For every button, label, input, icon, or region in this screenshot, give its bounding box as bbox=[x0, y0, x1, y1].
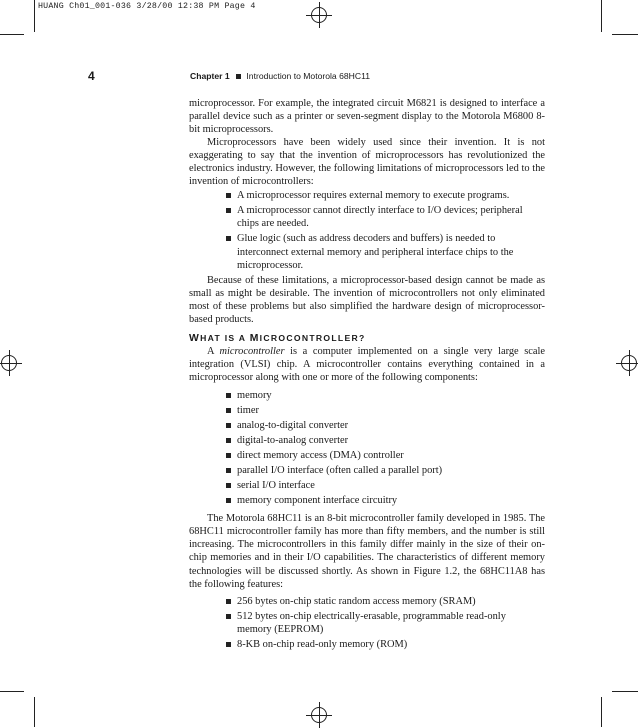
registration-mark-top bbox=[306, 2, 332, 28]
paragraph-3: Because of these limitations, a microprocessor-based design cannot be made as small as might be desirable. The invention of microcontrollers not only eliminated most of these problems but also simplified the hardware design of microprocessor-based products. bbox=[189, 274, 545, 325]
list-item: Glue logic (such as address decoders and buffers) is needed to interconnect external memory and peripheral interface chips to the microprocessor. bbox=[237, 232, 545, 271]
paragraph-4-rest: is a computer implemented on a single very large scale integration (VLSI) chip. A microcontroller contains everything contained in a microprocessor along with one or more of the following components: bbox=[189, 345, 545, 383]
crop-mark-top-right-vertical bbox=[601, 0, 602, 32]
list-item: 256 bytes on-chip static random access memory (SRAM) bbox=[237, 595, 545, 608]
running-head bbox=[190, 71, 370, 81]
list-item: A microprocessor requires external memory to execute programs. bbox=[237, 189, 545, 202]
components-list bbox=[189, 389, 545, 507]
paragraph-1: microprocessor. For example, the integrated circuit M6821 is designed to interface a parallel device such as a printer or seven-segment display to the Motorola M6800 8-bit microprocessors. bbox=[189, 98, 545, 136]
crop-mark-bottom-left-vertical bbox=[34, 697, 35, 727]
registration-mark-right bbox=[616, 350, 638, 376]
list-item: analog-to-digital converter bbox=[237, 419, 545, 432]
paragraph-5: The Motorola 68HC11 is an 8-bit microcontroller family developed in 1985. The 68HC11 microcontroller family has more than fifty members, and the number is still increasing. The microcontrollers in this family differ mainly in the size of their on-chip memories and in their I/O capabilities. The characteristics of different memory technologies will be discussed shortly. As shown in Figure 1.2, the 68HC11A8 has the following features: bbox=[189, 513, 545, 590]
list-item: memory bbox=[237, 389, 545, 402]
registration-mark-left bbox=[0, 350, 22, 376]
running-head-title: Introduction to Motorola 68HC11 bbox=[246, 71, 370, 81]
crop-mark-top-right-horizontal bbox=[612, 34, 638, 35]
running-head-chapter: Chapter 1 bbox=[190, 71, 230, 81]
paragraph-4-lead: A bbox=[207, 345, 220, 357]
paragraph-2: Microprocessors have been widely used since their invention. It is not exaggerating to say that the invention of microprocessors has revolutionized the electronics industry. However, the following limitations of microprocessors led to the invention of microcontrollers: bbox=[189, 137, 545, 188]
list-item: 512 bytes on-chip electrically-erasable, programmable read-only memory (EEPROM) bbox=[237, 610, 545, 636]
page-number: 4 bbox=[88, 69, 95, 83]
limitations-list bbox=[189, 189, 545, 271]
registration-mark-bottom bbox=[306, 702, 332, 728]
defined-term: microcontroller bbox=[219, 345, 285, 357]
crop-mark-bottom-right-vertical bbox=[601, 697, 602, 727]
heading-initial: M bbox=[249, 332, 260, 344]
list-item: direct memory access (DMA) controller bbox=[237, 449, 545, 462]
list-item: memory component interface circuitry bbox=[237, 494, 545, 507]
list-item: timer bbox=[237, 404, 545, 417]
features-list bbox=[189, 595, 545, 651]
running-head-separator bbox=[236, 74, 241, 79]
heading-part: ICROCONTROLLER? bbox=[259, 332, 366, 343]
list-item: 8-KB on-chip read-only memory (ROM) bbox=[237, 638, 545, 651]
crop-mark-bottom-right-horizontal bbox=[612, 691, 638, 692]
list-item: parallel I/O interface (often called a parallel port) bbox=[237, 464, 545, 477]
section-heading bbox=[189, 332, 545, 345]
list-item: digital-to-analog converter bbox=[237, 434, 545, 447]
heading-part: HAT IS A bbox=[200, 332, 250, 343]
crop-mark-top-left-horizontal bbox=[0, 34, 24, 35]
paragraph-4 bbox=[189, 345, 545, 384]
list-item: serial I/O interface bbox=[237, 479, 545, 492]
page-body bbox=[189, 97, 545, 653]
crop-mark-bottom-left-horizontal bbox=[0, 691, 24, 692]
heading-initial: W bbox=[189, 332, 201, 344]
list-item: A microprocessor cannot directly interface to I/O devices; peripheral chips are needed. bbox=[237, 204, 545, 230]
crop-mark-top-left-vertical bbox=[34, 0, 35, 32]
print-slug: HUANG Ch01_001-036 3/28/00 12:38 PM Page 4 bbox=[38, 2, 256, 11]
